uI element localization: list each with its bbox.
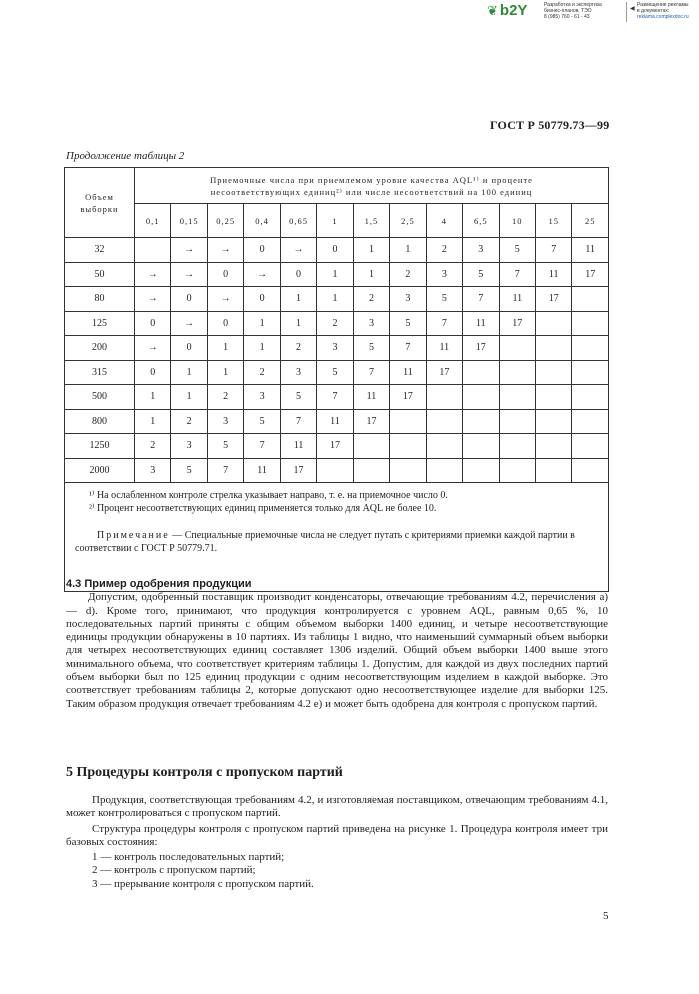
acceptance-number-cell: → bbox=[135, 336, 171, 361]
sample-size-cell: 50 bbox=[65, 262, 135, 287]
acceptance-number-cell bbox=[535, 458, 571, 483]
acceptance-number-cell bbox=[390, 409, 426, 434]
acceptance-number-cell: 1 bbox=[317, 262, 353, 287]
table-row bbox=[65, 458, 609, 483]
sample-size-cell: 500 bbox=[65, 385, 135, 410]
acceptance-number-cell: 7 bbox=[353, 360, 389, 385]
acceptance-number-cell: 2 bbox=[390, 262, 426, 287]
aql-group-header-line: несоответствующих единиц²⁾ или числе несоответствий на 100 единиц bbox=[210, 186, 533, 197]
acceptance-number-cell: 1 bbox=[280, 311, 316, 336]
acceptance-number-cell bbox=[499, 409, 535, 434]
acceptance-number-cell: 11 bbox=[280, 434, 316, 459]
section-4-3 bbox=[66, 578, 608, 711]
acceptance-number-cell: 5 bbox=[463, 262, 499, 287]
acceptance-number-cell bbox=[572, 360, 609, 385]
acceptance-number-cell: 11 bbox=[426, 336, 462, 361]
acceptance-number-cell: 17 bbox=[426, 360, 462, 385]
table-row bbox=[65, 238, 609, 263]
sample-size-cell: 125 bbox=[65, 311, 135, 336]
acceptance-number-cell: 5 bbox=[317, 360, 353, 385]
aql-column-header: 0,1 bbox=[135, 204, 171, 238]
acceptance-number-cell bbox=[572, 336, 609, 361]
footnote-1: ¹⁾ На ослабленном контроле стрелка указывает направо, т. е. на приемочное число 0. bbox=[89, 490, 448, 501]
acceptance-number-cell bbox=[499, 360, 535, 385]
acceptance-number-cell: 2 bbox=[426, 238, 462, 263]
table-notes bbox=[65, 483, 609, 592]
banner-left-line: бизнес-планов, ТЭО bbox=[544, 8, 592, 14]
acceptance-number-cell: 1 bbox=[207, 360, 243, 385]
acceptance-number-cell: 7 bbox=[390, 336, 426, 361]
aql-column-header: 1,5 bbox=[353, 204, 389, 238]
acceptance-number-cell bbox=[572, 409, 609, 434]
acceptance-number-cell: 17 bbox=[280, 458, 316, 483]
banner-divider bbox=[626, 2, 627, 22]
acceptance-number-cell: 3 bbox=[135, 458, 171, 483]
acceptance-number-cell: 5 bbox=[353, 336, 389, 361]
banner-left-line: 8 (985) 760 - 61 - 43 bbox=[544, 14, 590, 20]
table-note bbox=[75, 529, 600, 555]
acceptance-number-cell: 7 bbox=[280, 409, 316, 434]
acceptance-number-cell: 5 bbox=[171, 458, 207, 483]
acceptance-number-cell: 7 bbox=[463, 287, 499, 312]
table-caption: Продолжение таблицы 2 bbox=[66, 150, 185, 162]
acceptance-number-cell bbox=[463, 360, 499, 385]
acceptance-number-cell bbox=[535, 409, 571, 434]
page-number: 5 bbox=[603, 910, 609, 922]
acceptance-number-cell: 7 bbox=[244, 434, 280, 459]
acceptance-number-cell: 3 bbox=[244, 385, 280, 410]
acceptance-number-cell: → bbox=[171, 262, 207, 287]
acceptance-number-cell: → bbox=[244, 262, 280, 287]
acceptance-number-cell: 5 bbox=[499, 238, 535, 263]
acceptance-number-cell: 1 bbox=[207, 336, 243, 361]
acceptance-number-cell bbox=[463, 434, 499, 459]
acceptance-number-cell: 1 bbox=[390, 238, 426, 263]
acceptance-number-cell: 3 bbox=[171, 434, 207, 459]
acceptance-number-cell: 2 bbox=[207, 385, 243, 410]
acceptance-number-cell: 0 bbox=[317, 238, 353, 263]
acceptance-number-cell: 5 bbox=[244, 409, 280, 434]
acceptance-number-cell: 0 bbox=[280, 262, 316, 287]
section-4-3-title: 4.3 Пример одобрения продукции bbox=[66, 578, 252, 590]
acceptance-number-cell: 0 bbox=[171, 336, 207, 361]
acceptance-number-cell: 0 bbox=[244, 287, 280, 312]
note-label: Примечание bbox=[97, 530, 170, 541]
acceptance-number-cell: 2 bbox=[171, 409, 207, 434]
acceptance-number-cell bbox=[463, 458, 499, 483]
banner-right-line: Размещение рекламы bbox=[637, 2, 689, 8]
sample-size-cell: 80 bbox=[65, 287, 135, 312]
acceptance-number-cell: 17 bbox=[390, 385, 426, 410]
acceptance-number-cell: 7 bbox=[317, 385, 353, 410]
table-row bbox=[65, 409, 609, 434]
b2y-logo[interactable] bbox=[487, 2, 527, 19]
aql-group-header-line: Приемочные числа при приемлемом уровне качества AQL¹⁾ и проценте bbox=[210, 174, 533, 185]
acceptance-number-cell bbox=[572, 434, 609, 459]
acceptance-number-cell: 11 bbox=[499, 287, 535, 312]
acceptance-number-cell: 1 bbox=[353, 238, 389, 263]
acceptance-number-cell: 17 bbox=[535, 287, 571, 312]
acceptance-number-cell: → bbox=[171, 238, 207, 263]
acceptance-number-cell: 11 bbox=[317, 409, 353, 434]
list-item: 2 — контроль с пропуском партий; bbox=[92, 864, 256, 877]
acceptance-number-cell: 1 bbox=[317, 287, 353, 312]
acceptance-number-cell bbox=[535, 311, 571, 336]
acceptance-number-cell bbox=[426, 434, 462, 459]
acceptance-number-cell bbox=[390, 434, 426, 459]
sample-size-cell: 1250 bbox=[65, 434, 135, 459]
acceptance-number-cell: 11 bbox=[244, 458, 280, 483]
acceptance-numbers-table bbox=[64, 167, 609, 592]
acceptance-number-cell: 7 bbox=[535, 238, 571, 263]
footnote-2: ²⁾ Процент несоответствующих единиц применяется только для AQL не более 10. bbox=[89, 503, 437, 514]
acceptance-number-cell bbox=[135, 238, 171, 263]
aql-column-header: 2,5 bbox=[390, 204, 426, 238]
document-code: ГОСТ Р 50779.73—99 bbox=[490, 118, 610, 132]
acceptance-number-cell: 0 bbox=[207, 262, 243, 287]
aql-column-header: 25 bbox=[572, 204, 609, 238]
acceptance-number-cell: 7 bbox=[426, 311, 462, 336]
acceptance-number-cell: 2 bbox=[317, 311, 353, 336]
banner-right-text[interactable] bbox=[637, 2, 699, 20]
leaf-icon: ❦ bbox=[487, 2, 498, 18]
acceptance-number-cell: 3 bbox=[463, 238, 499, 263]
table-row bbox=[65, 360, 609, 385]
acceptance-number-cell: 17 bbox=[572, 262, 609, 287]
acceptance-number-cell: → bbox=[207, 287, 243, 312]
section-5-title: 5 Процедуры контроля с пропуском партий bbox=[66, 765, 343, 780]
list-item: 1 — контроль последовательных партий; bbox=[92, 851, 285, 864]
sample-size-cell: 32 bbox=[65, 238, 135, 263]
acceptance-number-cell: 17 bbox=[353, 409, 389, 434]
aql-column-header: 0,65 bbox=[280, 204, 316, 238]
acceptance-number-cell bbox=[499, 336, 535, 361]
ad-banner bbox=[0, 0, 699, 24]
note-text: — Специальные приемочные числа не следует путать с критериями приемки каждой партии в соответствии с ГОСТ Р 50779.71. bbox=[75, 530, 575, 554]
acceptance-number-cell: 1 bbox=[171, 385, 207, 410]
acceptance-number-cell bbox=[572, 287, 609, 312]
acceptance-number-cell: 2 bbox=[280, 336, 316, 361]
aql-column-header: 4 bbox=[426, 204, 462, 238]
acceptance-number-cell: 17 bbox=[499, 311, 535, 336]
acceptance-number-cell: 3 bbox=[207, 409, 243, 434]
acceptance-number-cell: 1 bbox=[135, 385, 171, 410]
acceptance-number-cell: 0 bbox=[244, 238, 280, 263]
acceptance-number-cell: 5 bbox=[280, 385, 316, 410]
acceptance-number-cell bbox=[535, 434, 571, 459]
acceptance-number-cell bbox=[353, 458, 389, 483]
table-row bbox=[65, 287, 609, 312]
acceptance-number-cell: 3 bbox=[317, 336, 353, 361]
acceptance-number-cell bbox=[390, 458, 426, 483]
aql-column-header: 10 bbox=[499, 204, 535, 238]
section-5-body bbox=[66, 794, 608, 891]
acceptance-number-cell: 0 bbox=[135, 311, 171, 336]
acceptance-number-cell: 1 bbox=[244, 336, 280, 361]
table-row bbox=[65, 434, 609, 459]
section-5-paragraph-1: Продукция, соответствующая требованиям 4.2, и изготовляемая поставщиком, отвечающим требованиям 4.1, может контролироваться с пропуском партий. bbox=[66, 794, 608, 820]
logo-text: b2Y bbox=[499, 2, 528, 19]
acceptance-number-cell bbox=[572, 458, 609, 483]
list-item: 3 — прерывание контроля с пропуском партий. bbox=[92, 877, 314, 890]
table-row bbox=[65, 385, 609, 410]
acceptance-number-cell: 17 bbox=[317, 434, 353, 459]
acceptance-number-cell: → bbox=[135, 262, 171, 287]
acceptance-number-cell: → bbox=[280, 238, 316, 263]
acceptance-number-cell bbox=[499, 458, 535, 483]
acceptance-number-cell: 17 bbox=[463, 336, 499, 361]
banner-right-line: в документах: bbox=[637, 8, 670, 14]
aql-column-header: 0,25 bbox=[207, 204, 243, 238]
acceptance-number-cell: 1 bbox=[280, 287, 316, 312]
acceptance-number-cell bbox=[535, 336, 571, 361]
acceptance-number-cell: 5 bbox=[390, 311, 426, 336]
acceptance-number-cell: 7 bbox=[499, 262, 535, 287]
acceptance-number-cell bbox=[426, 458, 462, 483]
banner-left-line: Разработка и экспертиза bbox=[544, 2, 602, 8]
acceptance-number-cell: 2 bbox=[353, 287, 389, 312]
sample-size-cell: 200 bbox=[65, 336, 135, 361]
acceptance-number-cell: 3 bbox=[353, 311, 389, 336]
acceptance-number-cell bbox=[499, 434, 535, 459]
acceptance-number-cell: 0 bbox=[171, 287, 207, 312]
sample-size-cell: 800 bbox=[65, 409, 135, 434]
aql-column-header: 15 bbox=[535, 204, 571, 238]
acceptance-number-cell bbox=[535, 385, 571, 410]
acceptance-number-cell: 0 bbox=[207, 311, 243, 336]
acceptance-number-cell bbox=[499, 385, 535, 410]
aql-group-header bbox=[135, 168, 609, 204]
acceptance-number-cell bbox=[572, 311, 609, 336]
acceptance-number-cell: 5 bbox=[207, 434, 243, 459]
acceptance-number-cell: 2 bbox=[244, 360, 280, 385]
acceptance-number-cell: 1 bbox=[353, 262, 389, 287]
section-5-paragraph-2: Структура процедуры контроля с пропуском партий приведена на рисунке 1. Процедура контроля имеет три базовых состояния: bbox=[66, 822, 608, 848]
acceptance-number-cell bbox=[463, 409, 499, 434]
acceptance-number-cell bbox=[535, 360, 571, 385]
acceptance-number-cell: 1 bbox=[135, 409, 171, 434]
acceptance-number-cell: 3 bbox=[426, 262, 462, 287]
acceptance-number-cell: 1 bbox=[171, 360, 207, 385]
acceptance-number-cell bbox=[353, 434, 389, 459]
table-row bbox=[65, 311, 609, 336]
acceptance-number-cell: 7 bbox=[207, 458, 243, 483]
sample-size-cell: 315 bbox=[65, 360, 135, 385]
acceptance-number-cell: 5 bbox=[426, 287, 462, 312]
acceptance-number-cell bbox=[572, 385, 609, 410]
acceptance-number-cell: 11 bbox=[353, 385, 389, 410]
acceptance-number-cell: 3 bbox=[280, 360, 316, 385]
acceptance-number-cell bbox=[317, 458, 353, 483]
banner-link[interactable]: reklama.complexdoc.ru bbox=[637, 14, 689, 20]
banner-left-text[interactable] bbox=[544, 2, 616, 20]
sample-size-header: Объем выборки bbox=[65, 168, 135, 238]
acceptance-number-cell: → bbox=[207, 238, 243, 263]
acceptance-number-cell: 11 bbox=[535, 262, 571, 287]
acceptance-number-cell bbox=[426, 409, 462, 434]
acceptance-number-cell: 2 bbox=[135, 434, 171, 459]
table-row bbox=[65, 262, 609, 287]
acceptance-number-cell: 0 bbox=[135, 360, 171, 385]
acceptance-number-cell bbox=[463, 385, 499, 410]
acceptance-number-cell: 11 bbox=[390, 360, 426, 385]
acceptance-number-cell: 11 bbox=[463, 311, 499, 336]
acceptance-number-cell: 3 bbox=[390, 287, 426, 312]
table-row bbox=[65, 336, 609, 361]
aql-column-header: 0,4 bbox=[244, 204, 280, 238]
speaker-icon: ◀ bbox=[630, 6, 635, 12]
acceptance-number-cell: 11 bbox=[572, 238, 609, 263]
aql-column-header: 1 bbox=[317, 204, 353, 238]
acceptance-number-cell: 1 bbox=[244, 311, 280, 336]
acceptance-number-cell: → bbox=[135, 287, 171, 312]
sample-size-cell: 2000 bbox=[65, 458, 135, 483]
section-4-3-text: Допустим, одобренный поставщик производит конденсаторы, отвечающие требованиям 4.2, перечисления а) — d). Кроме того, принимают, что продукция контролируется с уровнем AQL, равным 0,65 %, 10 последовательных партий приняты с общим объемом выборки 1400 единиц, и четыре несоответствующие единицы продукции обнаружены в 10 партиях. Из таблицы 1 видно, что наименьший суммарный объем выборки для четырех несоответствующих единиц составляет 1306 изделий. Общий объем выборки 1400 выше этого минимального объема, что соответствует критериям таблицы 1. Допустим, для каждой из двух последних партий объем выборки был по 125 единиц продукции с одним несоответствующим изделием в каждой выборке. Это соответствует требованиям таблицы 2, которые допускают одно несоответствующее изделие для выборки 125. Таким образом продукция отвечает требованиям 4.2 е) и может быть одобрена для контроля с пропуском партий. bbox=[66, 591, 608, 710]
acceptance-number-cell: → bbox=[171, 311, 207, 336]
acceptance-number-cell bbox=[426, 385, 462, 410]
aql-column-header: 6,5 bbox=[463, 204, 499, 238]
aql-column-header: 0,15 bbox=[171, 204, 207, 238]
